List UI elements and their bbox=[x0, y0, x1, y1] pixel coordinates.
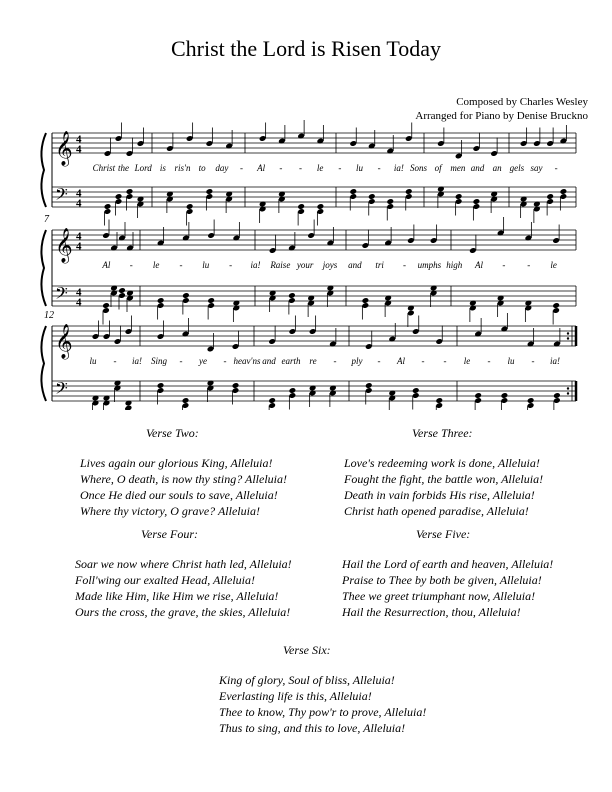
note-head bbox=[362, 297, 370, 304]
lyric-syllable: gels bbox=[509, 163, 525, 173]
note-head bbox=[232, 382, 240, 389]
lyric-syllable: - bbox=[421, 356, 425, 366]
verse-line: Love's redeeming work is done, Alleluia! bbox=[344, 456, 540, 470]
note-head bbox=[474, 392, 482, 399]
time-signature-top: 4 bbox=[76, 133, 82, 146]
time-signature-top: 4 bbox=[76, 286, 82, 299]
lyric-syllable: le bbox=[463, 356, 471, 366]
note-head bbox=[527, 397, 535, 404]
note-head bbox=[207, 297, 215, 304]
lyric-syllable: Christ bbox=[92, 163, 116, 173]
brace bbox=[41, 133, 46, 207]
treble-clef-icon: 𝄞 bbox=[55, 229, 73, 262]
verse-line: Soar we now where Christ hath led, Alleluia! bbox=[75, 557, 292, 571]
lyric-syllable: to bbox=[198, 163, 206, 173]
lyric-syllable: - bbox=[554, 163, 558, 173]
lyric-syllable: le bbox=[550, 260, 557, 270]
lyric-syllable: - bbox=[403, 260, 407, 270]
verse-line: Hail the Resurrection, thou, Alleluia! bbox=[342, 605, 521, 619]
lyric-syllable: and bbox=[470, 163, 485, 173]
lyric-syllable: the bbox=[118, 163, 129, 173]
note-head bbox=[435, 397, 443, 404]
lyric-syllable: Sing bbox=[150, 356, 168, 366]
brace bbox=[41, 230, 46, 306]
lyric-syllable: Al bbox=[475, 260, 484, 270]
verse-line: King of glory, Soul of bliss, Alleluia! bbox=[219, 673, 395, 687]
lyric-syllable: an bbox=[492, 163, 502, 173]
lyric-syllable: earth bbox=[281, 356, 301, 366]
verse-line: Thee to know, Thy pow'r to prove, Alleluia! bbox=[219, 705, 427, 719]
note-head bbox=[104, 203, 112, 210]
verse-line: Hail the Lord of earth and heaven, Alleluia! bbox=[342, 557, 554, 571]
lyric-syllable: - bbox=[129, 260, 133, 270]
note-head bbox=[317, 203, 325, 210]
lyric-syllable: Al bbox=[257, 163, 266, 173]
lyric-syllable: le bbox=[316, 163, 324, 173]
note-head bbox=[268, 397, 276, 404]
lyric-syllable: men bbox=[450, 163, 466, 173]
note-head bbox=[349, 188, 357, 195]
time-signature-bottom: 4 bbox=[76, 240, 82, 253]
note-head bbox=[365, 382, 373, 389]
lyric-syllable: your bbox=[296, 260, 314, 270]
lyric-syllable: le bbox=[152, 260, 160, 270]
verse-five bbox=[342, 526, 582, 620]
lyric-syllable: lu bbox=[355, 163, 364, 173]
verse-heading: Verse Six: bbox=[283, 643, 331, 657]
lyric-syllable: heav'ns bbox=[233, 356, 261, 366]
repeat-dot bbox=[567, 392, 569, 394]
lyric-syllable: tri bbox=[375, 260, 384, 270]
note-head bbox=[289, 387, 297, 394]
lyric-syllable: umphs bbox=[417, 260, 442, 270]
lyric-syllable: ia! bbox=[393, 163, 404, 173]
lyric-syllable: re bbox=[309, 356, 317, 366]
verse-line: Foll'wing our exalted Head, Alleluia! bbox=[75, 573, 255, 587]
lyric-syllable: and bbox=[262, 356, 276, 366]
bass-clef-icon: 𝄢 bbox=[55, 186, 68, 208]
time-signature-bottom: 4 bbox=[76, 143, 82, 156]
note-head bbox=[288, 292, 296, 299]
note-head bbox=[118, 287, 126, 294]
lyric-syllable: is bbox=[159, 163, 166, 173]
lyric-syllable: - bbox=[223, 356, 227, 366]
verse-line: Lives again our glorious King, Alleluia! bbox=[80, 456, 273, 470]
lyric-syllable: and bbox=[348, 260, 362, 270]
lyric-syllable: - bbox=[338, 163, 342, 173]
lyric-syllable: - bbox=[179, 260, 183, 270]
lyric-syllable: ia! bbox=[132, 356, 142, 366]
lyric-syllable: Al bbox=[397, 356, 405, 366]
verse-line: Ours the cross, the grave, the skies, Alleluia! bbox=[75, 605, 291, 619]
lyric-syllable: - bbox=[443, 356, 447, 366]
repeat-dot bbox=[567, 337, 569, 339]
verse-line: Christ hath opened paradise, Alleluia! bbox=[344, 504, 529, 518]
verse-three bbox=[344, 425, 574, 519]
note-head bbox=[297, 203, 305, 210]
lyric-syllable: - bbox=[229, 260, 233, 270]
note-head bbox=[115, 193, 123, 200]
lyric-syllable: - bbox=[333, 356, 337, 366]
verse-heading: Verse Four: bbox=[141, 527, 198, 541]
note-head bbox=[455, 193, 463, 200]
lyric-syllable: of bbox=[434, 163, 442, 173]
verse-line: Where thy victory, O grave? Alleluia! bbox=[80, 504, 260, 518]
verse-two bbox=[80, 425, 320, 519]
time-signature-top: 4 bbox=[76, 230, 82, 243]
measure-number: 12 bbox=[44, 310, 54, 321]
note-head bbox=[546, 193, 554, 200]
note-head bbox=[368, 193, 376, 200]
lyric-syllable: Lord bbox=[134, 163, 152, 173]
lyric-syllable: lu bbox=[89, 356, 97, 366]
note-head bbox=[102, 302, 110, 309]
note-head bbox=[206, 188, 214, 195]
verse-line: Everlasting life is this, Alleluia! bbox=[219, 689, 372, 703]
note-head bbox=[157, 297, 165, 304]
lyric-syllable: - bbox=[113, 356, 117, 366]
lyric-syllable: - bbox=[179, 356, 183, 366]
measure-number: 7 bbox=[44, 214, 49, 225]
time-signature-bottom: 4 bbox=[76, 296, 82, 309]
lyric-syllable: ia! bbox=[550, 356, 560, 366]
verse-line: Thee we greet triumphant now, Alleluia! bbox=[342, 589, 536, 603]
brace bbox=[41, 326, 46, 401]
verse-line: Thus to sing, and this to love, Alleluia! bbox=[219, 721, 406, 735]
lyric-syllable: - bbox=[487, 356, 491, 366]
verse-heading: Verse Three: bbox=[412, 426, 473, 440]
lyric-syllable: say bbox=[530, 163, 543, 173]
lyric-syllable: - bbox=[502, 260, 506, 270]
lyric-syllable: - bbox=[531, 356, 535, 366]
lyric-syllable: ris'n bbox=[174, 163, 191, 173]
lyric-syllable: lu bbox=[202, 260, 210, 270]
note-head bbox=[412, 387, 420, 394]
lyric-syllable: Raise bbox=[270, 260, 291, 270]
bass-clef-icon: 𝄢 bbox=[55, 285, 68, 307]
verse-line: Fought the fight, the battle won, Alleluia! bbox=[344, 472, 544, 486]
arranger-credit: Arranged for Piano by Denise Bruckno bbox=[415, 110, 588, 122]
lyric-syllable: - bbox=[527, 260, 531, 270]
lyric-syllable: - bbox=[240, 163, 243, 173]
verse-six bbox=[219, 642, 479, 736]
lyric-syllable: Sons bbox=[409, 163, 428, 173]
note-head bbox=[473, 198, 481, 205]
verse-heading: Verse Two: bbox=[146, 426, 199, 440]
time-signature-bottom: 4 bbox=[76, 197, 82, 210]
lyric-syllable: - bbox=[377, 356, 381, 366]
verse-line: Where, O death, is now thy sting? Alleluia! bbox=[80, 472, 287, 486]
composer-credit: Composed by Charles Wesley bbox=[456, 96, 588, 108]
note-head bbox=[182, 397, 190, 404]
verse-line: Praise to Thee by both be given, Alleluia! bbox=[342, 573, 542, 587]
treble-clef-icon: 𝄞 bbox=[55, 325, 73, 358]
note-head bbox=[126, 188, 134, 195]
time-signature-top: 4 bbox=[76, 187, 82, 200]
note-head bbox=[501, 392, 509, 399]
lyric-syllable: ye bbox=[199, 356, 207, 366]
verse-line: Made like Him, like Him we rise, Alleluia! bbox=[75, 589, 279, 603]
note-head bbox=[553, 392, 561, 399]
note-head bbox=[386, 198, 394, 205]
verse-four bbox=[75, 526, 325, 620]
repeat-dot bbox=[567, 332, 569, 334]
treble-clef-icon: 𝄞 bbox=[55, 132, 73, 165]
verse-line: Once He died our souls to save, Alleluia! bbox=[80, 488, 278, 502]
note-head bbox=[405, 188, 413, 195]
lyric-syllable: Al bbox=[102, 260, 111, 270]
repeat-dot bbox=[567, 387, 569, 389]
lyric-syllable: ply bbox=[351, 356, 363, 366]
bass-clef-icon: 𝄢 bbox=[55, 380, 68, 402]
note-head bbox=[157, 382, 165, 389]
lyric-syllable: high bbox=[446, 260, 463, 270]
note-head bbox=[186, 203, 194, 210]
lyric-syllable: - bbox=[377, 163, 381, 173]
lyric-syllable: lu bbox=[507, 356, 515, 366]
verse-heading: Verse Five: bbox=[416, 527, 471, 541]
note-head bbox=[560, 188, 568, 195]
lyric-syllable: ia! bbox=[250, 260, 261, 270]
page-title: Christ the Lord is Risen Today bbox=[171, 36, 441, 61]
note-head bbox=[552, 302, 560, 309]
lyric-syllable: - bbox=[279, 163, 283, 173]
lyric-syllable: day bbox=[215, 163, 229, 173]
lyric-syllable: - bbox=[299, 163, 302, 173]
note-head bbox=[182, 292, 190, 299]
lyric-syllable: joys bbox=[322, 260, 338, 270]
verse-line: Death in vain forbids His rise, Alleluia! bbox=[344, 488, 535, 502]
